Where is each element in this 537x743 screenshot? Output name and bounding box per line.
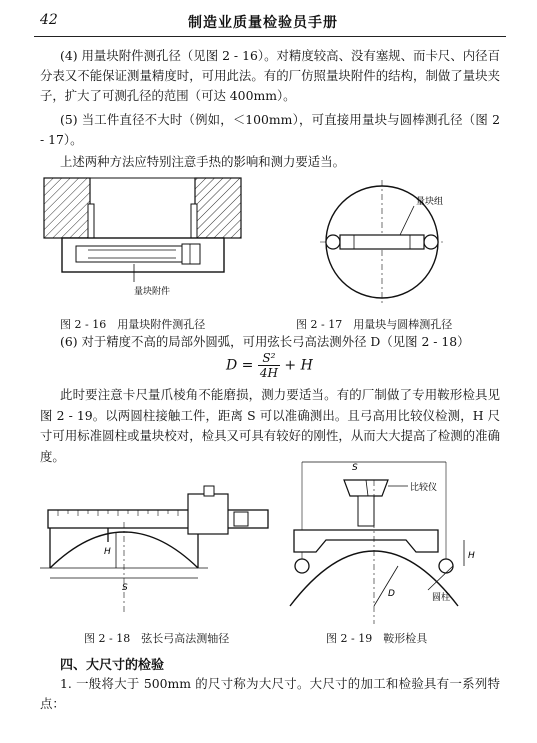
fig16-caption: 图 2 - 16 用量块附件测孔径: [60, 318, 206, 331]
fig19-label-comparator: 比较仪: [410, 483, 438, 493]
page-number: 42: [40, 12, 58, 28]
workpiece-right: [195, 178, 241, 238]
round-bar-left: [326, 235, 340, 249]
formula-rhs: + H: [284, 357, 313, 374]
contact-cylinder-right: [439, 559, 453, 573]
fig17-label: 量块组: [416, 197, 444, 207]
fig17-caption: 图 2 - 17 用量块与圆棒测孔径: [296, 318, 453, 331]
fig19-label-s: S: [352, 463, 358, 473]
caliper-slider: [188, 494, 228, 534]
fig19-label-cylinder: 圆柱: [432, 593, 451, 603]
figure-2-17: [300, 180, 470, 310]
paragraph-4: (4) 用量块附件测孔径（见图 2 - 16）。对精度较高、没有塞规、而卡尺、内径百分表又不能保证测量精度时，可用此法。有的厂仿照量块附件的结构，制做了量块夹子，扩大了可测孔径的范围（可达 400mm）。: [40, 48, 500, 103]
section-heading-4: 四、大尺寸的检验: [60, 658, 165, 673]
round-bar-right: [424, 235, 438, 249]
fig18-label-h: H: [104, 547, 111, 557]
fig19-label-h: H: [468, 551, 475, 561]
formula-lhs: D =: [226, 357, 254, 374]
running-title: 制造业质量检验员手册: [188, 15, 338, 31]
contact-cylinder-left: [295, 559, 309, 573]
gauge-block-set: [340, 235, 424, 249]
fig19-label-d: D: [388, 589, 395, 599]
fig19-caption: 图 2 - 19 鞍形检具: [326, 632, 428, 645]
paragraph-5: (5) 当工件直径不大时（例如，＜100mm），可直接用量块与圆棒测孔径（图 2 - 17）。: [40, 112, 500, 147]
fig18-caption: 图 2 - 18 弦长弓高法测轴径: [84, 632, 230, 645]
formula-fraction: [258, 351, 280, 380]
header-rule: [34, 36, 506, 37]
paragraph-8: 1. 一般将大于 500mm 的尺寸称为大尺寸。大尺寸的加工和检验具有一系列特点：: [40, 676, 500, 711]
fig18-label-s: S: [122, 583, 128, 593]
figure-2-16: [40, 174, 245, 304]
saddle-body: [294, 530, 438, 552]
paragraph-5b: 上述两种方法应特别注意手热的影响和测力要适当。: [60, 154, 345, 169]
workpiece-left: [44, 178, 90, 238]
figure-2-18: [38, 482, 278, 617]
paragraph-6: (6) 对于精度不高的局部外圆弧，可用弦长弓高法测外径 D（见图 2 - 18）: [60, 334, 470, 349]
figure-2-19: [288, 456, 488, 624]
paragraph-7: 此时要注意卡尺量爪棱角不能磨损，测力要适当。有的厂制做了专用鞍形检具见图 2 - 19。以两圆柱接触工件，距离 S 可以准确测出。且弓高用比较仪检测，H 尺寸可用标准圆柱或量块校对，检具又可具有较好的刚性，从而大大提高了检测的准确度。: [40, 387, 500, 464]
formula-d: [226, 351, 313, 380]
formula-denominator: 4H: [259, 366, 278, 380]
formula-numerator: S²: [258, 351, 280, 366]
fig16-label: 量块附件: [134, 287, 171, 297]
gauge-block: [76, 246, 182, 262]
